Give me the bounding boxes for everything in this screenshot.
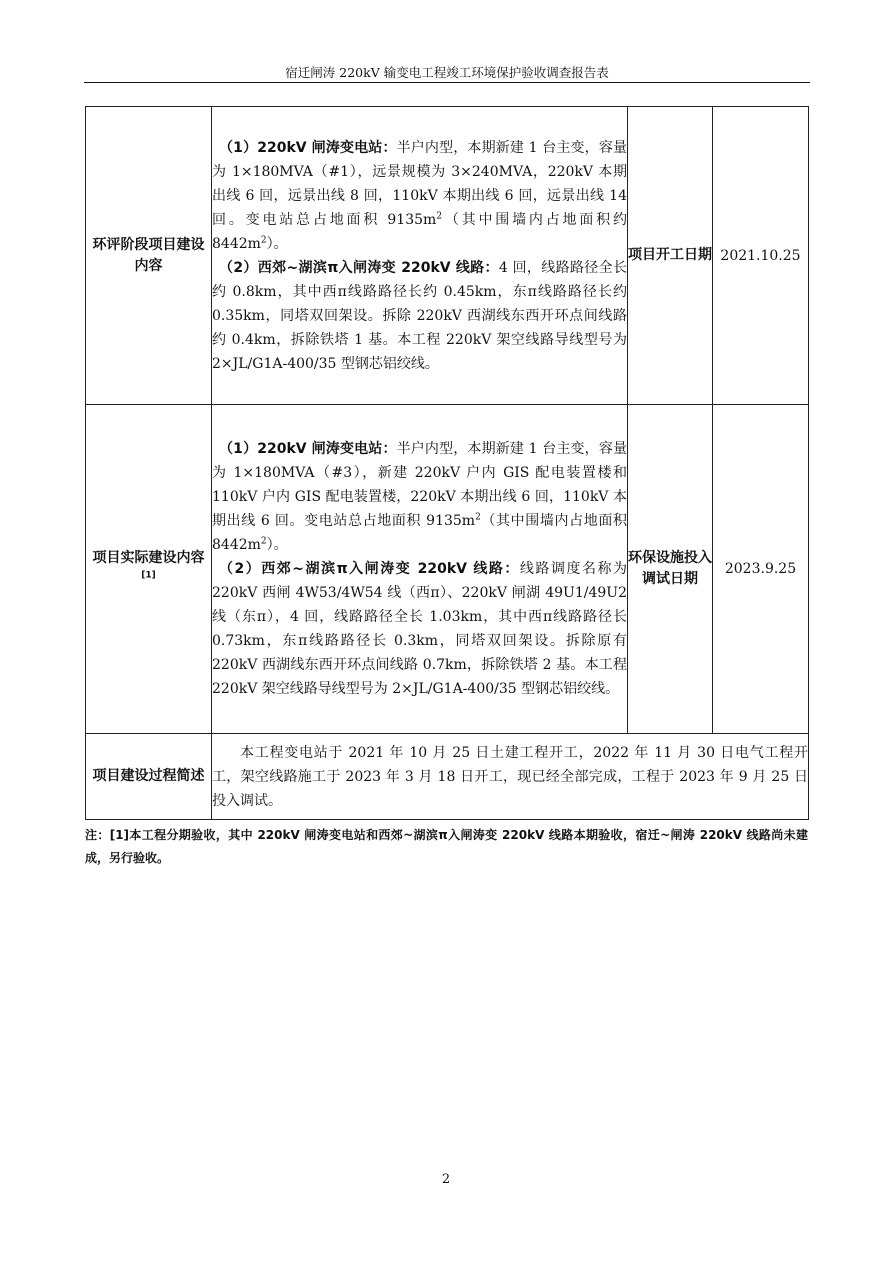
page-number: 2 (441, 1172, 451, 1187)
header-divider (84, 82, 810, 83)
table-row-construction-process (86, 734, 809, 820)
table-row-eia-stage (86, 107, 809, 405)
row-label-actual-construction: 项目实际建设内容[1] (86, 405, 212, 734)
page-header-title: 宿迁闸涛 220kV 输变电工程竣工环境保护验收调查报告表 (285, 65, 609, 80)
start-date-label: 项目开工日期 (628, 107, 713, 405)
eia-substation-paragraph: （1）220kV 闸涛变电站：半户内型，本期新建 1 台主变，容量为 1×180MVA（#1），远景规模为 3×240MVA，220kV 本期出线 6 回，远景出线 8 回，110kV 本期出线 6 回，远景出线 14 回。变电站总占地面积 $9135m^2$（其中围墙内占地面积约 $8442m^2$）。 (212, 139, 628, 252)
eia-stage-content (212, 107, 628, 405)
report-table (85, 106, 809, 820)
start-date-value: 2021.10.25 (713, 107, 809, 405)
footnote: 注：[1]本工程分期验收，其中 220kV 闸涛变电站和西郊~湖滨π入闸涛变 220kV 线路本期验收，宿迁~闸涛 220kV 线路尚未建成，另行验收。 (85, 828, 808, 865)
construction-process-text: 本工程变电站于 2021 年 10 月 25 日土建工程开工，2022 年 11 月 30 日电气工程开工，架空线路施工于 2023 年 3 月 18 日开工，现已经全部完成，工程于 2023 年 9 月 25 日投入调试。 (212, 744, 808, 809)
row-label-construction-process: 项目建设过程简述 (86, 734, 212, 820)
actual-substation-paragraph: （1）220kV 闸涛变电站：半户内型，本期新建 1 台主变，容量为 1×180MVA（#3），新建 220kV 户内 GIS 配电装置楼和 110kV 户内 GIS 配电装置楼，220kV 本期出线 6 回，110kV 本期出线 6 回。变电站总占地面积 $9135m^2$（其中围墙内占地面积 $8442m^2$）。 (212, 441, 628, 553)
actual-line-paragraph: （2）西郊~湖滨π入闸涛变 220kV 线路：线路调度名称为 220kV 西闸 4W53/4W54 线（西π）、220kV 闸湖 49U1/49U2 线（东π），4 回，线路路径全长 1.03km，其中西π线路路径长 0.73km，东π线路路径长 0.3km，同塔双回架设。拆除原有 220kV 西湖线东西开环点间线路 0.7km，拆除铁塔 2 基。本工程 220kV 架空线路导线型号为 2×JL/G1A-400/35 型钢芯铝绞线。 (212, 561, 628, 697)
commissioning-date-value: 2023.9.25 (713, 405, 809, 734)
table-row-actual-construction (86, 405, 809, 734)
eia-line-paragraph: （2）西郊~湖滨π入闸涛变 220kV 线路：4 回，线路路径全长约 0.8km，其中西π线路路径长约 0.45km，东π线路路径长约 0.35km，同塔双回架设。拆除 220kV 西湖线东西开环点间线路约 0.4km，拆除铁塔 1 基。本工程 220kV 架空线路导线型号为 2×JL/G1A-400/35 型钢芯铝绞线。 (212, 259, 627, 372)
actual-construction-content (212, 405, 628, 734)
construction-process-content (212, 734, 809, 820)
row-label-eia-stage: 环评阶段项目建设内容 (86, 107, 212, 405)
commissioning-date-label: 环保设施投入调试日期 (628, 405, 713, 734)
